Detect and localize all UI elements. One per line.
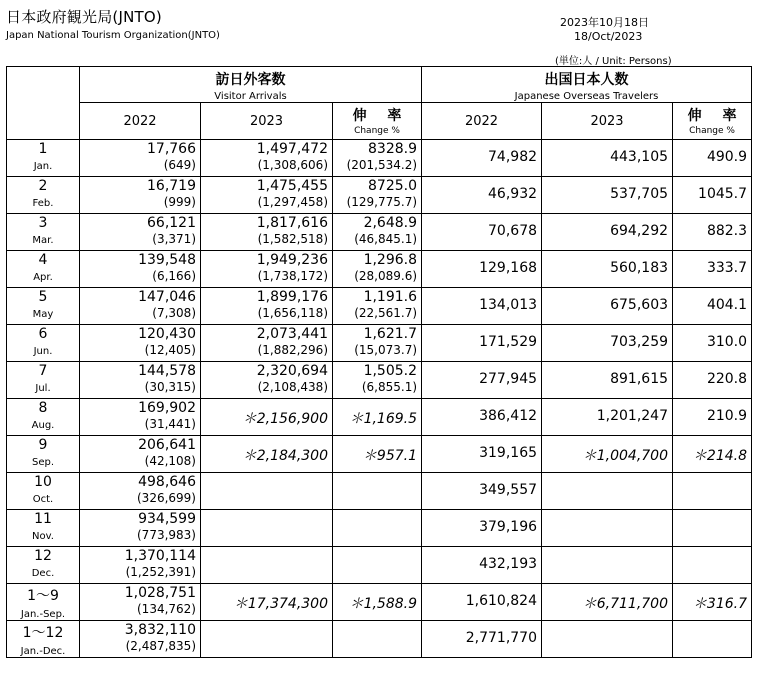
month-abbr: Feb. <box>32 198 54 209</box>
overseas-change-value: ＊316.7 <box>692 596 748 612</box>
visitor-2023-value: 2,320,694 <box>256 363 328 379</box>
visitor-2022-value: 120,430 <box>138 326 196 342</box>
visitor-2022-sub: (326,699) <box>137 491 196 505</box>
month-abbr: Nov. <box>32 531 54 542</box>
visitor-2023-cell <box>201 251 333 288</box>
month-abbr: Jan.-Dec. <box>20 646 66 657</box>
visitor-change-cell <box>333 362 422 399</box>
visitor-2023-cell <box>201 399 333 436</box>
visitor-2023-cell <box>201 510 333 547</box>
overseas-2023-cell <box>542 436 673 473</box>
visitor-2022-cell <box>80 177 201 214</box>
visitor-2023-cell <box>201 621 333 658</box>
visitor-2023-cell <box>201 584 333 621</box>
visitor-2023-sub: (1,308,606) <box>257 158 328 172</box>
overseas-2023-value: 537,705 <box>610 186 669 202</box>
month-number: 1～9 <box>27 588 59 604</box>
overseas-2022-cell <box>422 288 542 325</box>
visitor-2023-cell <box>201 547 333 584</box>
visitor-change-cell <box>333 251 422 288</box>
month-abbr: Jul. <box>35 383 51 394</box>
visitor-2023-value: 2,073,441 <box>256 326 328 342</box>
visitor-change-value: 1,296.8 <box>363 252 418 268</box>
visitor-2022-sub: (42,108) <box>144 454 196 468</box>
overseas-2023-header: 2023 <box>542 103 673 140</box>
overseas-2022-value: 2,771,770 <box>465 630 538 646</box>
overseas-change-value: 490.9 <box>706 149 748 165</box>
visitor-2023-cell <box>201 362 333 399</box>
change-header-jp: 伸 率 <box>687 108 745 124</box>
visitor-arrivals-header <box>80 67 422 103</box>
overseas-2023-cell <box>542 547 673 584</box>
visitor-2022-sub: (649) <box>163 158 196 172</box>
table-row <box>7 214 752 251</box>
visitor-header-jp: 訪日外客数 <box>215 72 286 88</box>
table-row <box>7 584 752 621</box>
change-header-jp: 伸 率 <box>352 108 410 124</box>
overseas-2022-value: 379,196 <box>479 519 538 535</box>
visitor-2022-value: 206,641 <box>138 437 196 453</box>
overseas-change-cell <box>673 288 752 325</box>
overseas-change-value: 404.1 <box>706 297 748 313</box>
overseas-2022-value: 432,193 <box>479 556 538 572</box>
overseas-change-cell <box>673 399 752 436</box>
visitor-2023-value: 1,899,176 <box>256 289 328 305</box>
overseas-2022-cell <box>422 214 542 251</box>
overseas-change-cell <box>673 473 752 510</box>
month-cell <box>7 436 80 473</box>
visitor-change-header <box>333 103 422 140</box>
visitor-2023-sub: (1,882,296) <box>257 343 328 357</box>
overseas-change-value: 310.0 <box>706 334 748 350</box>
overseas-change-value: 333.7 <box>706 260 748 276</box>
table-row <box>7 325 752 362</box>
month-abbr: Jan.-Sep. <box>20 609 66 620</box>
overseas-2022-cell <box>422 362 542 399</box>
month-cell <box>7 362 80 399</box>
overseas-change-value: 1045.7 <box>698 186 748 202</box>
date-jp: 2023年10月18日 <box>560 16 649 29</box>
month-cell <box>7 177 80 214</box>
visitor-2022-sub: (2,487,835) <box>125 639 196 653</box>
month-cell <box>7 399 80 436</box>
visitor-2022-cell <box>80 140 201 177</box>
overseas-2023-value: 891,615 <box>610 371 669 387</box>
overseas-2022-value: 1,610,824 <box>465 593 538 609</box>
month-cell <box>7 473 80 510</box>
overseas-change-cell <box>673 621 752 658</box>
month-number: 4 <box>38 252 48 268</box>
overseas-change-cell <box>673 177 752 214</box>
overseas-2022-cell <box>422 473 542 510</box>
overseas-2022-value: 134,013 <box>479 297 538 313</box>
visitor-2022-value: 1,028,751 <box>124 585 196 601</box>
overseas-2023-cell <box>542 584 673 621</box>
visitor-2023-cell <box>201 436 333 473</box>
overseas-2023-cell <box>542 473 673 510</box>
month-number: 8 <box>38 400 48 416</box>
visitor-2023-sub: (1,582,518) <box>257 232 328 246</box>
visitor-change-sub: (129,775.7) <box>346 195 418 209</box>
visitor-2022-value: 3,832,110 <box>124 622 196 638</box>
month-number: 3 <box>38 215 48 231</box>
month-cell <box>7 621 80 658</box>
overseas-2022-value: 46,932 <box>488 186 538 202</box>
visitor-change-cell <box>333 510 422 547</box>
overseas-2023-value: 560,183 <box>610 260 669 276</box>
overseas-change-cell <box>673 362 752 399</box>
overseas-change-cell <box>673 510 752 547</box>
overseas-2023-value: 675,603 <box>610 297 669 313</box>
overseas-2022-header: 2022 <box>422 103 542 140</box>
visitor-change-cell <box>333 621 422 658</box>
visitor-2023-cell <box>201 325 333 362</box>
visitor-change-sub: (22,561.7) <box>354 306 418 320</box>
page-title: 日本政府観光局(JNTO) <box>6 8 162 26</box>
visitor-2022-sub: (134,762) <box>137 602 196 616</box>
overseas-2023-cell <box>542 177 673 214</box>
page-subtitle: Japan National Tourism Organization(JNTO) <box>6 30 220 41</box>
table-row <box>7 473 752 510</box>
change-header-en: Change % <box>689 126 735 136</box>
visitor-change-sub: (46,845.1) <box>354 232 418 246</box>
month-cell <box>7 547 80 584</box>
overseas-header-jp: 出国日本人数 <box>544 72 629 88</box>
visitor-2023-cell <box>201 140 333 177</box>
overseas-2023-cell <box>542 288 673 325</box>
table-row <box>7 399 752 436</box>
overseas-change-cell <box>673 584 752 621</box>
month-abbr: Mar. <box>32 235 54 246</box>
visitor-2022-value: 1,370,114 <box>124 548 196 564</box>
month-number: 9 <box>38 437 48 453</box>
visitor-2022-sub: (12,405) <box>144 343 196 357</box>
visitor-2023-sub: (2,108,438) <box>257 380 328 394</box>
visitor-2022-cell <box>80 362 201 399</box>
table-row <box>7 547 752 584</box>
visitor-2023-sub: (1,738,172) <box>257 269 328 283</box>
month-cell <box>7 251 80 288</box>
visitor-2023-sub: (1,297,458) <box>257 195 328 209</box>
visitor-change-value: ＊1,588.9 <box>349 596 418 612</box>
visitor-2022-cell <box>80 288 201 325</box>
month-abbr: Dec. <box>31 568 55 579</box>
month-cell <box>7 325 80 362</box>
overseas-2022-cell <box>422 325 542 362</box>
month-number: 1～12 <box>22 625 64 641</box>
table-row <box>7 177 752 214</box>
overseas-2022-cell <box>422 399 542 436</box>
visitor-2022-sub: (31,441) <box>144 417 196 431</box>
overseas-2022-cell <box>422 140 542 177</box>
overseas-2022-value: 129,168 <box>479 260 538 276</box>
visitor-2023-value: ＊2,156,900 <box>242 411 328 427</box>
overseas-2023-cell <box>542 214 673 251</box>
visitor-change-cell <box>333 288 422 325</box>
overseas-travelers-header <box>422 67 752 103</box>
overseas-2022-value: 277,945 <box>479 371 538 387</box>
month-abbr: Jan. <box>33 161 53 172</box>
table-row <box>7 621 752 658</box>
visitor-2022-value: 147,046 <box>138 289 196 305</box>
visitor-2023-header: 2023 <box>201 103 333 140</box>
overseas-change-cell <box>673 547 752 584</box>
visitor-2022-cell <box>80 399 201 436</box>
visitor-change-cell <box>333 547 422 584</box>
overseas-change-value: 220.8 <box>706 371 748 387</box>
month-cell <box>7 140 80 177</box>
visitor-change-value: ＊957.1 <box>362 448 418 464</box>
visitor-2022-value: 16,719 <box>147 178 196 194</box>
visitor-2023-value: 1,475,455 <box>256 178 328 194</box>
visitor-change-cell <box>333 436 422 473</box>
table-row <box>7 140 752 177</box>
visitor-change-value: 8725.0 <box>368 178 418 194</box>
overseas-change-header <box>673 103 752 140</box>
visitor-2022-value: 169,902 <box>138 400 196 416</box>
overseas-header-en: Japanese Overseas Travelers <box>514 91 659 102</box>
overseas-2023-cell <box>542 399 673 436</box>
visitor-change-cell <box>333 584 422 621</box>
overseas-change-cell <box>673 251 752 288</box>
overseas-change-value: 882.3 <box>706 223 748 239</box>
visitor-2023-value: ＊2,184,300 <box>242 448 328 464</box>
overseas-2022-value: 386,412 <box>479 408 538 424</box>
overseas-change-value: ＊214.8 <box>692 448 748 464</box>
overseas-2023-value: ＊1,004,700 <box>582 448 669 464</box>
visitor-2022-sub: (999) <box>163 195 196 209</box>
visitor-2022-cell <box>80 547 201 584</box>
visitor-change-value: 2,648.9 <box>363 215 418 231</box>
visitor-change-value: 1,621.7 <box>363 326 418 342</box>
visitor-change-cell <box>333 177 422 214</box>
overseas-2023-value: 1,201,247 <box>596 408 669 424</box>
visitor-2022-sub: (30,315) <box>144 380 196 394</box>
overseas-2022-cell <box>422 584 542 621</box>
month-number: 6 <box>38 326 48 342</box>
overseas-2022-cell <box>422 436 542 473</box>
overseas-2022-value: 319,165 <box>479 445 538 461</box>
overseas-2022-cell <box>422 251 542 288</box>
visitor-2022-header: 2022 <box>80 103 201 140</box>
overseas-2023-cell <box>542 251 673 288</box>
overseas-2022-cell <box>422 547 542 584</box>
overseas-2023-value: 694,292 <box>610 223 669 239</box>
month-abbr: Oct. <box>32 494 54 505</box>
overseas-2022-value: 70,678 <box>488 223 538 239</box>
overseas-change-cell <box>673 140 752 177</box>
overseas-2022-value: 74,982 <box>488 149 538 165</box>
table-row <box>7 251 752 288</box>
visitor-2022-cell <box>80 510 201 547</box>
overseas-2022-value: 171,529 <box>479 334 538 350</box>
visitor-2023-value: ＊17,374,300 <box>233 596 328 612</box>
visitor-2022-cell <box>80 621 201 658</box>
corner-cell <box>7 67 80 140</box>
visitor-2023-sub: (1,656,118) <box>257 306 328 320</box>
table-row <box>7 288 752 325</box>
visitor-change-sub: (6,855.1) <box>361 380 418 394</box>
month-abbr: Jun. <box>33 346 53 357</box>
visitor-change-cell <box>333 399 422 436</box>
month-abbr: May <box>32 309 54 320</box>
visitor-change-sub: (201,534.2) <box>346 158 418 172</box>
visitor-2022-sub: (773,983) <box>137 528 196 542</box>
visitor-2023-cell <box>201 288 333 325</box>
visitor-change-sub: (15,073.7) <box>354 343 418 357</box>
month-abbr: Aug. <box>31 420 55 431</box>
overseas-2023-value: ＊6,711,700 <box>582 596 669 612</box>
visitor-change-cell <box>333 140 422 177</box>
month-number: 5 <box>38 289 48 305</box>
visitor-2023-value: 1,497,472 <box>256 141 328 157</box>
visitor-2022-sub: (7,308) <box>152 306 196 320</box>
visitor-2023-cell <box>201 214 333 251</box>
month-abbr: Apr. <box>33 272 53 283</box>
overseas-2023-cell <box>542 510 673 547</box>
table-row <box>7 362 752 399</box>
visitor-2022-value: 498,646 <box>138 474 196 490</box>
visitor-2022-value: 139,548 <box>138 252 196 268</box>
visitor-2022-cell <box>80 251 201 288</box>
overseas-2022-cell <box>422 510 542 547</box>
overseas-2023-cell <box>542 140 673 177</box>
visitor-2022-cell <box>80 436 201 473</box>
month-number: 11 <box>34 511 52 527</box>
month-number: 1 <box>38 141 48 157</box>
month-cell <box>7 584 80 621</box>
visitor-2023-cell <box>201 473 333 510</box>
overseas-2023-value: 703,259 <box>610 334 669 350</box>
visitor-change-sub: (28,089.6) <box>354 269 418 283</box>
overseas-2023-cell <box>542 325 673 362</box>
date-en: 18/Oct/2023 <box>574 30 643 43</box>
visitor-2022-cell <box>80 584 201 621</box>
visitor-2022-value: 17,766 <box>147 141 196 157</box>
visitor-2022-value: 66,121 <box>147 215 196 231</box>
table-row <box>7 510 752 547</box>
unit-note: (単位:人 / Unit: Persons) <box>555 56 672 67</box>
month-abbr: Sep. <box>31 457 55 468</box>
month-number: 2 <box>38 178 48 194</box>
overseas-2022-value: 349,557 <box>479 482 538 498</box>
visitor-2022-sub: (3,371) <box>152 232 196 246</box>
visitor-2023-cell <box>201 177 333 214</box>
visitor-change-cell <box>333 473 422 510</box>
visitor-change-cell <box>333 214 422 251</box>
overseas-change-cell <box>673 325 752 362</box>
visitor-2022-sub: (6,166) <box>152 269 196 283</box>
visitor-2023-value: 1,817,616 <box>256 215 328 231</box>
visitor-change-value: ＊1,169.5 <box>349 411 418 427</box>
month-cell <box>7 288 80 325</box>
visitor-2022-sub: (1,252,391) <box>125 565 196 579</box>
visitor-2022-cell <box>80 325 201 362</box>
month-cell <box>7 510 80 547</box>
visitor-2022-cell <box>80 473 201 510</box>
statistics-table <box>6 66 752 658</box>
month-number: 7 <box>38 363 48 379</box>
overseas-2023-cell <box>542 362 673 399</box>
visitor-2022-value: 144,578 <box>138 363 196 379</box>
overseas-change-value: 210.9 <box>706 408 748 424</box>
visitor-change-value: 1,191.6 <box>363 289 418 305</box>
month-number: 12 <box>34 548 52 564</box>
visitor-change-value: 8328.9 <box>368 141 418 157</box>
visitor-change-cell <box>333 325 422 362</box>
visitor-header-en: Visitor Arrivals <box>214 91 287 102</box>
visitor-2022-value: 934,599 <box>138 511 196 527</box>
overseas-change-cell <box>673 214 752 251</box>
visitor-change-value: 1,505.2 <box>363 363 418 379</box>
overseas-change-cell <box>673 436 752 473</box>
visitor-2023-value: 1,949,236 <box>256 252 328 268</box>
overseas-2022-cell <box>422 177 542 214</box>
change-header-en: Change % <box>354 126 400 136</box>
overseas-2023-cell <box>542 621 673 658</box>
table-row <box>7 436 752 473</box>
overseas-2023-value: 443,105 <box>610 149 669 165</box>
month-cell <box>7 214 80 251</box>
overseas-2022-cell <box>422 621 542 658</box>
month-number: 10 <box>34 474 52 490</box>
visitor-2022-cell <box>80 214 201 251</box>
